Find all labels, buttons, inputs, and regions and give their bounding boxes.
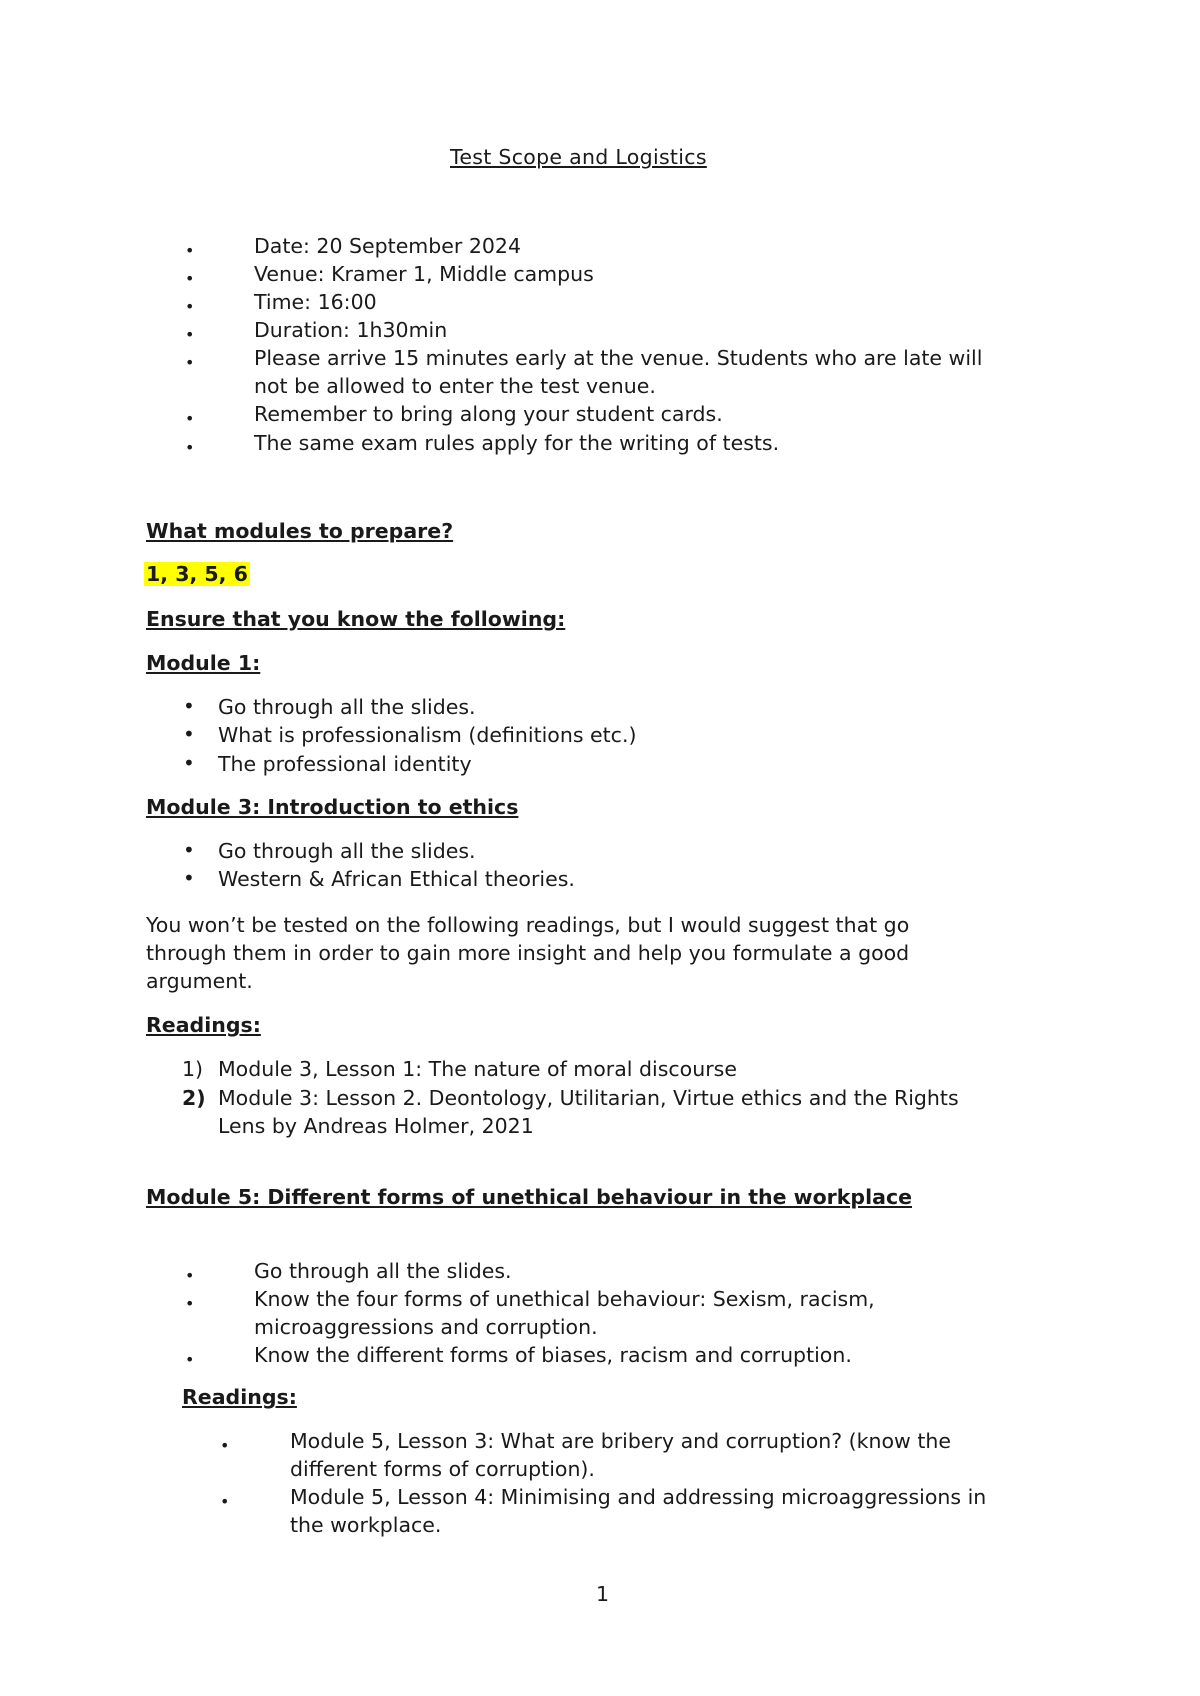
list-item: Venue: Kramer 1, Middle campus (254, 262, 594, 286)
bullet: • (185, 438, 195, 457)
bullet: • (185, 353, 195, 372)
bullet: • (185, 325, 195, 344)
module-5-readings-heading: Readings: (182, 1385, 297, 1409)
modules-heading: What modules to prepare? (146, 519, 454, 543)
module-3-heading: Module 3: Introduction to ethics (146, 795, 519, 819)
module-1-heading: Module 1: (146, 651, 261, 675)
bullet: • (185, 269, 195, 288)
reading-item: Module 5, Lesson 4: Minimising and addressing microaggressions in (290, 1485, 987, 1509)
list-item: What is professionalism (definitions etc.) (218, 723, 637, 747)
list-item: Time: 16:00 (254, 290, 377, 314)
ensure-heading: Ensure that you know the following: (146, 607, 566, 631)
list-item: Date: 20 September 2024 (254, 234, 522, 258)
module-3-readings-heading: Readings: (146, 1013, 261, 1037)
list-item: Know the different forms of biases, racism and corruption. (254, 1343, 852, 1367)
bullet: • (220, 1436, 230, 1455)
page-title: Test Scope and Logistics (450, 145, 707, 169)
bullet: • (185, 241, 195, 260)
reading-item: Module 3, Lesson 1: The nature of moral discourse (218, 1057, 737, 1081)
reading-item-continuation: different forms of corruption). (290, 1457, 595, 1481)
reading-number: 2) (182, 1086, 206, 1110)
bullet: • (183, 722, 195, 746)
list-item: Please arrive 15 minutes early at the venue. Students who are late will (254, 346, 983, 370)
reading-item-continuation: the workplace. (290, 1513, 442, 1537)
bullet: • (183, 866, 195, 890)
reading-item: Module 3: Lesson 2. Deontology, Utilitarian, Virtue ethics and the Rights (218, 1086, 959, 1110)
readings-note: argument. (146, 969, 253, 993)
bullet: • (185, 1294, 195, 1313)
bullet: • (183, 838, 195, 862)
reading-item-continuation: Lens by Andreas Holmer, 2021 (218, 1114, 534, 1138)
list-item-continuation: microaggressions and corruption. (254, 1315, 598, 1339)
reading-item: Module 5, Lesson 3: What are bribery and corruption? (know the (290, 1429, 951, 1453)
list-item: Go through all the slides. (254, 1259, 512, 1283)
bullet: • (220, 1492, 230, 1511)
bullet: • (185, 1266, 195, 1285)
list-item: Go through all the slides. (218, 695, 476, 719)
reading-number: 1) (182, 1057, 204, 1081)
module-5-heading: Module 5: Different forms of unethical behaviour in the workplace (146, 1185, 912, 1209)
readings-note: through them in order to gain more insight and help you formulate a good (146, 941, 910, 965)
bullet: • (183, 694, 195, 718)
list-item: Western & African Ethical theories. (218, 867, 575, 891)
list-item: Duration: 1h30min (254, 318, 448, 342)
list-item: The professional identity (218, 752, 472, 776)
bullet: • (185, 1350, 195, 1369)
list-item: Go through all the slides. (218, 839, 476, 863)
readings-note: You won’t be tested on the following readings, but I would suggest that go (146, 913, 910, 937)
list-item-continuation: not be allowed to enter the test venue. (254, 374, 656, 398)
list-item: Remember to bring along your student cards. (254, 402, 723, 426)
page-number: 1 (596, 1582, 610, 1606)
list-item: Know the four forms of unethical behaviour: Sexism, racism, (254, 1287, 875, 1311)
bullet: • (185, 409, 195, 428)
modules-list-highlight: 1, 3, 5, 6 (146, 562, 248, 586)
bullet: • (185, 297, 195, 316)
list-item: The same exam rules apply for the writing of tests. (254, 431, 780, 455)
modules-list-wrapper (144, 562, 250, 586)
bullet: • (183, 751, 195, 775)
